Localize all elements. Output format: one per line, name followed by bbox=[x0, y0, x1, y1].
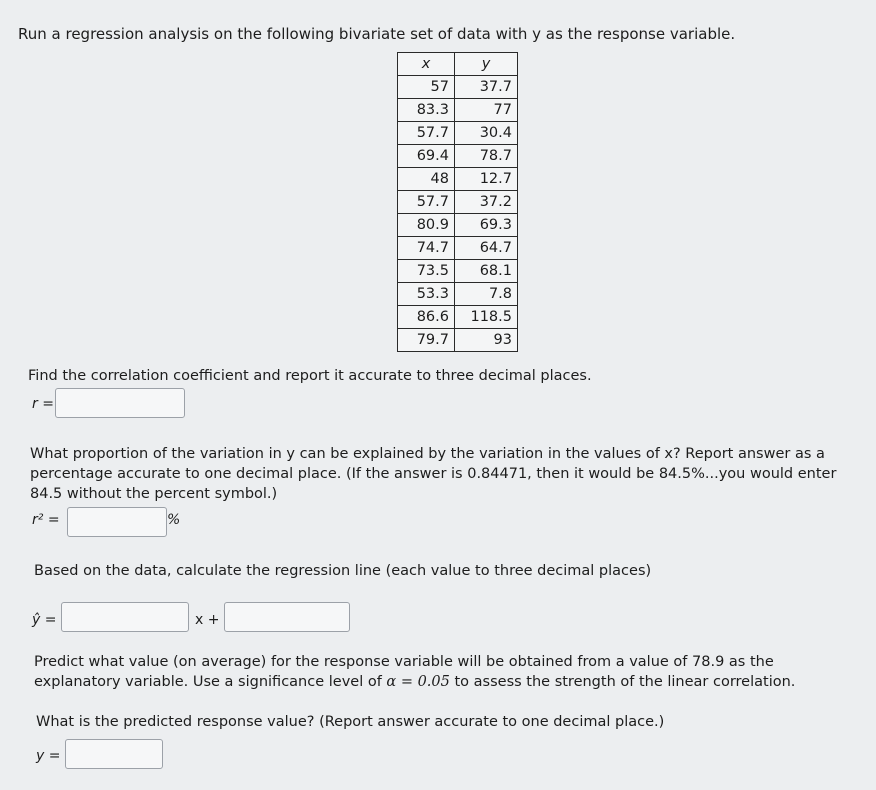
cell-y: 37.2 bbox=[455, 191, 518, 214]
cell-x: 83.3 bbox=[398, 99, 455, 122]
cell-y: 37.7 bbox=[455, 76, 518, 99]
percent-symbol: % bbox=[167, 512, 181, 528]
header-x: x bbox=[398, 53, 455, 76]
cell-y: 93 bbox=[455, 329, 518, 352]
cell-x: 74.7 bbox=[398, 237, 455, 260]
y-label: y = bbox=[36, 748, 61, 764]
cell-y: 78.7 bbox=[455, 145, 518, 168]
cell-x: 53.3 bbox=[398, 283, 455, 306]
cell-x: 86.6 bbox=[398, 306, 455, 329]
cell-x: 69.4 bbox=[398, 145, 455, 168]
cell-x: 80.9 bbox=[398, 214, 455, 237]
table-row bbox=[398, 260, 518, 283]
table-row bbox=[398, 237, 518, 260]
q4-prompt bbox=[34, 652, 854, 692]
table-row bbox=[398, 168, 518, 191]
header-y: y bbox=[455, 53, 518, 76]
table-row bbox=[398, 122, 518, 145]
q4-prompt-a: Predict what value (on average) for the response variable will be obtained from a value of 78.9 as the explanatory variable. Use a significance level of bbox=[34, 654, 774, 690]
table-row bbox=[398, 283, 518, 306]
cell-x: 57.7 bbox=[398, 122, 455, 145]
cell-x: 73.5 bbox=[398, 260, 455, 283]
cell-y: 12.7 bbox=[455, 168, 518, 191]
cell-x: 57 bbox=[398, 76, 455, 99]
cell-y: 118.5 bbox=[455, 306, 518, 329]
q3-prompt: Based on the data, calculate the regression line (each value to three decimal places) bbox=[34, 563, 652, 579]
cell-y: 64.7 bbox=[455, 237, 518, 260]
table-row bbox=[398, 329, 518, 352]
table-row bbox=[398, 191, 518, 214]
alpha-value: α = 0.05 bbox=[386, 674, 450, 690]
table-row bbox=[398, 214, 518, 237]
table-row bbox=[398, 99, 518, 122]
r-input[interactable] bbox=[55, 388, 185, 418]
q2-prompt: What proportion of the variation in y can be explained by the variation in the values of x? Report answer as a percentage accurate to one decimal place. (If the answer is 0.84471, then it would be 84.5%...you would enter 84.5 without the percent symbol.) bbox=[30, 446, 837, 502]
r2-label: r² = bbox=[32, 512, 60, 528]
data-table bbox=[397, 52, 518, 352]
q4-sub-prompt: What is the predicted response value? (Report answer accurate to one decimal place.) bbox=[36, 714, 665, 730]
cell-y: 30.4 bbox=[455, 122, 518, 145]
slope-input[interactable] bbox=[61, 602, 189, 632]
cell-y: 68.1 bbox=[455, 260, 518, 283]
table-row bbox=[398, 145, 518, 168]
yhat-label: ŷ = bbox=[32, 612, 57, 628]
q1-prompt: Find the correlation coefficient and report it accurate to three decimal places. bbox=[28, 368, 592, 384]
cell-x: 48 bbox=[398, 168, 455, 191]
cell-x: 57.7 bbox=[398, 191, 455, 214]
cell-x: 79.7 bbox=[398, 329, 455, 352]
cell-y: 77 bbox=[455, 99, 518, 122]
table-row bbox=[398, 306, 518, 329]
r-label: r = bbox=[32, 396, 54, 412]
table-row bbox=[398, 76, 518, 99]
r2-input[interactable] bbox=[67, 507, 167, 537]
table-header-row bbox=[398, 53, 518, 76]
intro-text: Run a regression analysis on the following bivariate set of data with y as the response variable. bbox=[18, 25, 736, 43]
x-plus-label: x + bbox=[195, 612, 220, 628]
intercept-input[interactable] bbox=[224, 602, 350, 632]
table-body bbox=[398, 76, 518, 352]
prediction-input[interactable] bbox=[65, 739, 163, 769]
cell-y: 7.8 bbox=[455, 283, 518, 306]
cell-y: 69.3 bbox=[455, 214, 518, 237]
q4-prompt-b: to assess the strength of the linear correlation. bbox=[454, 674, 796, 690]
